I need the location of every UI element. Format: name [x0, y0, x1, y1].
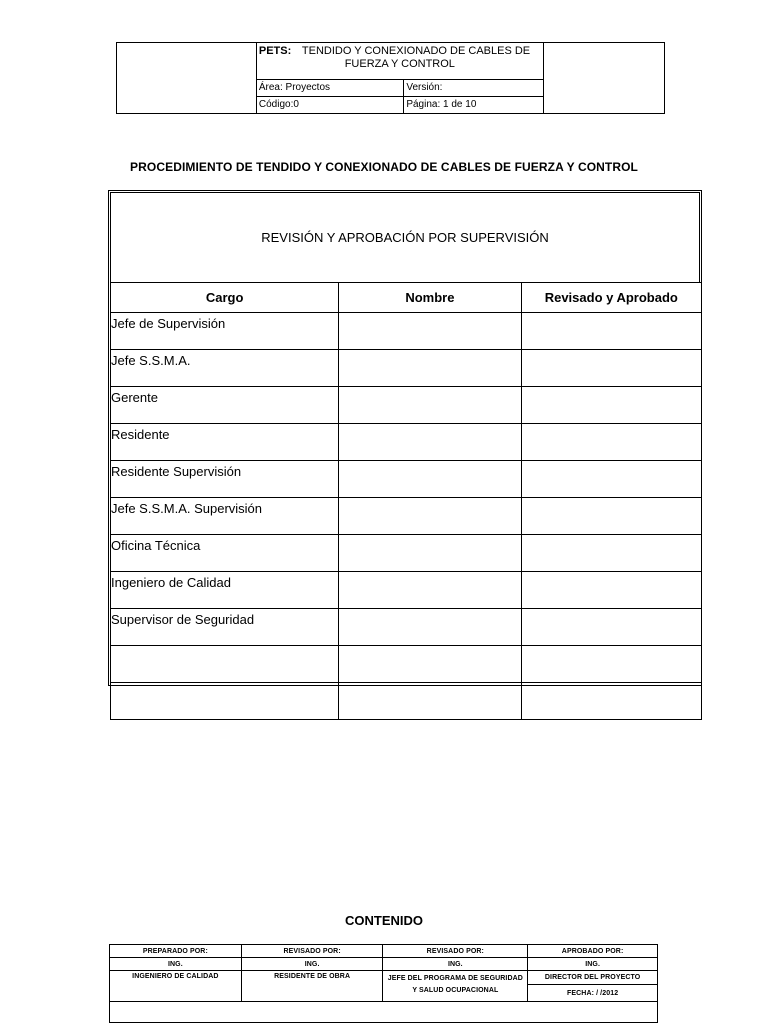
cargo-cell: Jefe S.S.M.A. Supervisión — [111, 498, 339, 535]
sig-reviewed-label-2: REVISADO POR: — [383, 945, 528, 958]
revisado-cell[interactable] — [521, 646, 701, 683]
nombre-cell[interactable] — [339, 350, 521, 387]
pets-label: PETS: — [258, 45, 292, 57]
nombre-cell[interactable] — [339, 572, 521, 609]
revision-heading — [110, 192, 700, 282]
revisado-cell[interactable] — [521, 461, 701, 498]
table-row — [111, 424, 702, 461]
version-cell: Versión: — [404, 80, 543, 97]
cargo-cell: Residente Supervisión — [111, 461, 339, 498]
revisado-cell[interactable] — [521, 424, 701, 461]
nombre-cell[interactable] — [339, 646, 521, 683]
revision-heading-text: REVISIÓN Y APROBACIÓN POR SUPERVISIÓN — [261, 230, 549, 245]
table-row — [111, 313, 702, 350]
sig-approved-label: APROBADO POR: — [528, 945, 658, 958]
sig-ing-3: ING. — [383, 958, 528, 971]
table-row — [111, 646, 702, 683]
cargo-cell: Supervisor de Seguridad — [111, 609, 339, 646]
nombre-cell[interactable] — [339, 683, 521, 720]
col-cargo: Cargo — [111, 283, 339, 313]
cargo-cell: Residente — [111, 424, 339, 461]
contenido-heading: CONTENIDO — [345, 913, 423, 928]
revisado-cell[interactable] — [521, 387, 701, 424]
sig-reviewed-label-1: REVISADO POR: — [241, 945, 383, 958]
sig-prepared-label: PREPARADO POR: — [110, 945, 242, 958]
procedure-title: PROCEDIMIENTO DE TENDIDO Y CONEXIONADO DE CABLES DE FUERZA Y CONTROL — [130, 160, 638, 174]
table-row — [111, 387, 702, 424]
nombre-cell[interactable] — [339, 609, 521, 646]
sig-role-4: DIRECTOR DEL PROYECTO — [528, 971, 658, 985]
revisado-cell[interactable] — [521, 683, 701, 720]
sig-role-3-line1: JEFE DEL PROGRAMA DE SEGURIDAD — [387, 975, 523, 982]
codigo-cell: Código:0 — [256, 97, 403, 114]
table-row — [111, 498, 702, 535]
logo-cell-right — [543, 43, 664, 114]
nombre-cell[interactable] — [339, 461, 521, 498]
revisado-cell[interactable] — [521, 535, 701, 572]
pets-title: TENDIDO Y CONEXIONADO DE CABLES DE FUERZA Y CONTROL — [301, 45, 531, 70]
sig-ing-1: ING. — [110, 958, 242, 971]
sig-role-1: INGENIERO DE CALIDAD — [110, 971, 242, 1002]
area-cell: Área: Proyectos — [256, 80, 403, 97]
cargo-cell: Jefe de Supervisión — [111, 313, 339, 350]
table-row — [111, 572, 702, 609]
nombre-cell[interactable] — [339, 387, 521, 424]
cargo-cell: Jefe S.S.M.A. — [111, 350, 339, 387]
bottom-box — [109, 1001, 658, 1023]
revisado-cell[interactable] — [521, 498, 701, 535]
cargo-cell: Ingeniero de Calidad — [111, 572, 339, 609]
nombre-cell[interactable] — [339, 424, 521, 461]
logo-cell-left — [117, 43, 257, 114]
pagina-cell: Página: 1 de 10 — [404, 97, 543, 114]
signatures-table — [109, 944, 658, 1002]
table-row — [111, 609, 702, 646]
sig-ing-2: ING. — [241, 958, 383, 971]
table-row — [111, 683, 702, 720]
revisado-cell[interactable] — [521, 609, 701, 646]
sig-ing-4: ING. — [528, 958, 658, 971]
revisado-cell[interactable] — [521, 350, 701, 387]
table-row — [111, 461, 702, 498]
sig-role-2: RESIDENTE DE OBRA — [241, 971, 383, 1002]
nombre-cell[interactable] — [339, 498, 521, 535]
table-row — [111, 350, 702, 387]
cargo-cell — [111, 683, 339, 720]
table-row — [111, 535, 702, 572]
cargo-cell: Oficina Técnica — [111, 535, 339, 572]
cargo-cell — [111, 646, 339, 683]
sig-role-3-line2: Y SALUD OCUPACIONAL — [412, 987, 499, 994]
sig-role-3 — [383, 971, 528, 1002]
revision-table — [110, 282, 702, 720]
cargo-cell: Gerente — [111, 387, 339, 424]
revisado-cell[interactable] — [521, 572, 701, 609]
revisado-cell[interactable] — [521, 313, 701, 350]
document-header — [116, 42, 665, 114]
nombre-cell[interactable] — [339, 535, 521, 572]
nombre-cell[interactable] — [339, 313, 521, 350]
col-revisado: Revisado y Aprobado — [521, 283, 701, 313]
col-nombre: Nombre — [339, 283, 521, 313]
pets-cell — [256, 43, 543, 80]
sig-fecha: FECHA: / /2012 — [528, 985, 658, 1002]
